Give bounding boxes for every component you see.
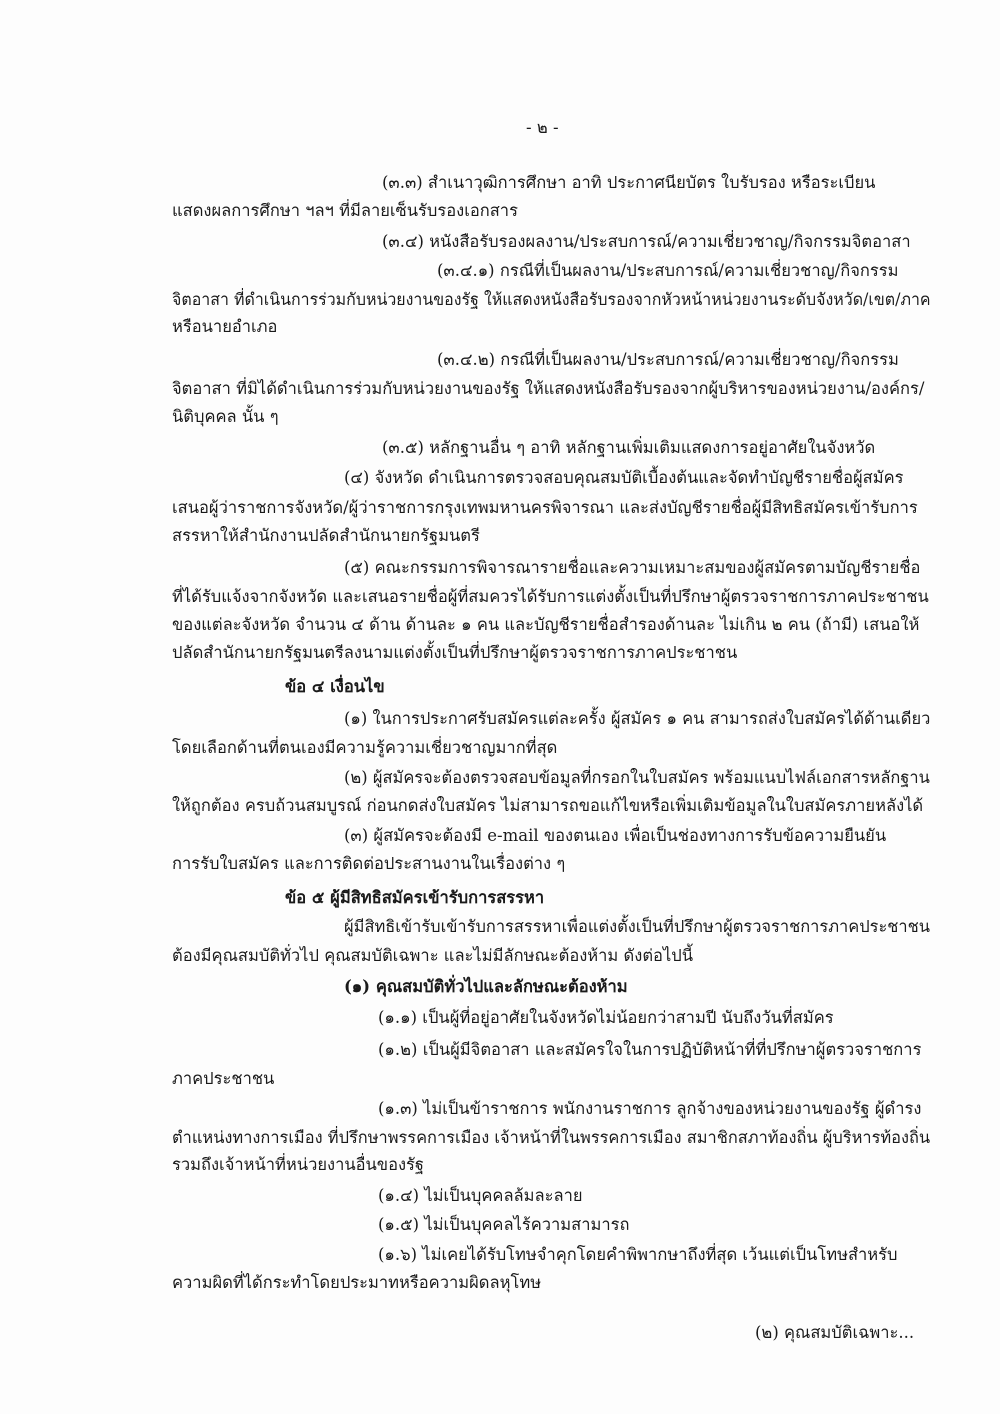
page-number: - ๒ - <box>526 118 559 137</box>
text-line: แสดงผลการศึกษา ฯลฯ ที่มีลายเซ็นรับรองเอกสาร <box>172 201 518 220</box>
continuation-catchword: (๒) คุณสมบัติเฉพาะ... <box>755 1323 915 1342</box>
text-line: หรือนายอำเภอ <box>172 317 278 336</box>
text-line: (๑.๒) เป็นผู้มีจิตอาสา และสมัครใจในการปฏิบัติหน้าที่ที่ปรึกษาผู้ตรวจราชการ <box>378 1040 922 1059</box>
text-line: ตำแหน่งทางการเมือง ที่ปรึกษาพรรคการเมือง เจ้าหน้าที่ในพรรคการเมือง สมาชิกสภาท้องถิ่น ผู้บริหารท้องถิ่น <box>172 1128 931 1147</box>
text-line: รวมถึงเจ้าหน้าที่หน่วยงานอื่นของรัฐ <box>172 1155 425 1174</box>
text-line: (๑.๖) ไม่เคยได้รับโทษจำคุกโดยคำพิพากษาถึงที่สุด เว้นแต่เป็นโทษสำหรับ <box>378 1245 898 1264</box>
text-line: (๓) ผู้สมัครจะต้องมี e-mail ของตนเอง เพื่อเป็นช่องทางการรับข้อความยืนยัน <box>344 826 887 845</box>
text-line: ของแต่ละจังหวัด จำนวน ๔ ด้าน ด้านละ ๑ คน และบัญชีรายชื่อสำรองด้านละ ไม่เกิน ๒ คน (ถ้ามี) เสนอให้ <box>172 615 920 634</box>
text-line: (๕) คณะกรรมการพิจารณารายชื่อและความเหมาะสมของผู้สมัครตามบัญชีรายชื่อ <box>344 558 921 577</box>
text-line: ต้องมีคุณสมบัติทั่วไป คุณสมบัติเฉพาะ และไม่มีลักษณะต้องห้าม ดังต่อไปนี้ <box>172 946 694 965</box>
text-line: (๑.๑) เป็นผู้ที่อยู่อาศัยในจังหวัดไม่น้อยกว่าสามปี นับถึงวันที่สมัคร <box>378 1008 834 1027</box>
text-line: (๓.๔.๑) กรณีที่เป็นผลงาน/ประสบการณ์/ความเชี่ยวชาญ/กิจกรรม <box>437 261 899 280</box>
section-heading: ข้อ ๕ ผู้มีสิทธิสมัครเข้ารับการสรรหา <box>285 888 545 907</box>
text-line: (๑.๔) ไม่เป็นบุคคลล้มละลาย <box>378 1186 583 1205</box>
text-line: ที่ได้รับแจ้งจากจังหวัด และเสนอรายชื่อผู้ที่สมควรได้รับการแต่งตั้งเป็นที่ปรึกษาผู้ตรวจราชการภาคประชาชน <box>172 587 929 606</box>
text-line: (๑) ในการประกาศรับสมัครแต่ละครั้ง ผู้สมัคร ๑ คน สามารถส่งใบสมัครได้ด้านเดียว <box>344 709 931 728</box>
text-line: ให้ถูกต้อง ครบถ้วนสมบูรณ์ ก่อนกดส่งใบสมัคร ไม่สามารถขอแก้ไขหรือเพิ่มเติมข้อมูลในใบสมัครภายหลังได้ <box>172 796 924 815</box>
subsection-heading: (๑) คุณสมบัติทั่วไปและลักษณะต้องห้าม <box>344 977 628 996</box>
text-line: (๒) ผู้สมัครจะต้องตรวจสอบข้อมูลที่กรอกในใบสมัคร พร้อมแนบไฟล์เอกสารหลักฐาน <box>344 768 930 787</box>
text-line: เสนอผู้ว่าราชการจังหวัด/ผู้ว่าราชการกรุงเทพมหานครพิจารณา และส่งบัญชีรายชื่อผู้มีสิทธิสมัครเข้ารับการ <box>172 498 918 517</box>
text-line: ภาคประชาชน <box>172 1069 275 1088</box>
text-line: นิติบุคคล นั้น ๆ <box>172 407 279 426</box>
text-line: สรรหาให้สำนักงานปลัดสำนักนายกรัฐมนตรี <box>172 526 480 545</box>
text-line: ปลัดสำนักนายกรัฐมนตรีลงนามแต่งตั้งเป็นที่ปรึกษาผู้ตรวจราชการภาคประชาชน <box>172 643 738 662</box>
text-line: โดยเลือกด้านที่ตนเองมีความรู้ความเชี่ยวชาญมากที่สุด <box>172 738 558 757</box>
text-line: (๔) จังหวัด ดำเนินการตรวจสอบคุณสมบัติเบื้องต้นและจัดทำบัญชีรายชื่อผู้สมัคร <box>344 468 904 487</box>
text-line: (๓.๔.๒) กรณีที่เป็นผลงาน/ประสบการณ์/ความเชี่ยวชาญ/กิจกรรม <box>437 350 899 369</box>
text-line: (๓.๕) หลักฐานอื่น ๆ อาทิ หลักฐานเพิ่มเติมแสดงการอยู่อาศัยในจังหวัด <box>382 438 876 457</box>
text-line: จิตอาสา ที่มิได้ดำเนินการร่วมกับหน่วยงานของรัฐ ให้แสดงหนังสือรับรองจากผู้บริหารของหน่วยงาน/องค์กร/ <box>172 379 925 398</box>
text-line: ความผิดที่ได้กระทำโดยประมาทหรือความผิดลหุโทษ <box>172 1273 542 1292</box>
text-line: (๑.๓) ไม่เป็นข้าราชการ พนักงานราชการ ลูกจ้างของหน่วยงานของรัฐ ผู้ดำรง <box>378 1099 922 1118</box>
text-line: (๑.๕) ไม่เป็นบุคคลไร้ความสามารถ <box>378 1215 630 1234</box>
text-line: การรับใบสมัคร และการติดต่อประสานงานในเรื่องต่าง ๆ <box>172 854 566 873</box>
text-line: ผู้มีสิทธิเข้ารับเข้ารับการสรรหาเพื่อแต่งตั้งเป็นที่ปรึกษาผู้ตรวจราชการภาคประชาชน <box>344 917 931 936</box>
section-heading: ข้อ ๔ เงื่อนไข <box>285 677 385 696</box>
text-line: จิตอาสา ที่ดำเนินการร่วมกับหน่วยงานของรัฐ ให้แสดงหนังสือรับรองจากหัวหน้าหน่วยงานระดับจังหวัด/เขต/ภาค <box>172 290 931 309</box>
text-line: (๓.๔) หนังสือรับรองผลงาน/ประสบการณ์/ความเชี่ยวชาญ/กิจกรรมจิตอาสา <box>382 232 911 251</box>
text-line: (๓.๓) สำเนาวุฒิการศึกษา อาทิ ประกาศนียบัตร ใบรับรอง หรือระเบียน <box>382 173 876 192</box>
